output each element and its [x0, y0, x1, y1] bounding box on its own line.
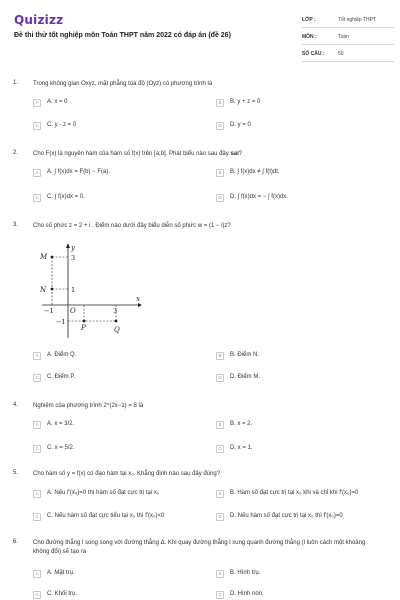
option-letter-badge: D [216, 374, 224, 382]
option-text: C. Nếu hàm số đạt cực tiểu tại x₀ thì f'(x₀)<0 [47, 513, 165, 519]
question-text: Trong không gian Oxyz, mặt phẳng tọa độ (Oyz) có phương trình là [33, 81, 213, 87]
option-letter-badge: B [216, 169, 224, 177]
point-q [115, 320, 118, 323]
meta-value: 50 [338, 51, 344, 57]
option-text: A. x = 0 [47, 99, 68, 105]
point-q-label: Q [114, 326, 120, 334]
option-a[interactable] [33, 350, 203, 362]
option-a[interactable] [33, 488, 203, 500]
question-text: Cho hàm số y = f(x) có đạo hàm tại x₀. Khẳng định nào sau đây đúng? [33, 471, 221, 477]
point-n-label: N [40, 286, 47, 294]
point-n [51, 288, 54, 291]
option-text: A. Điểm Q. [47, 352, 77, 358]
option-text: C. ∫ f(x)dx = 0. [47, 194, 85, 200]
option-letter-badge: B [216, 490, 224, 498]
question-text: Cho số phức z = 2 + i . Điểm nào dưới đây biểu diễn số phức w = (1 − i)z? [33, 223, 231, 229]
option-text: D. y = 0 [230, 122, 251, 128]
quizizz-logo: Quizizz [14, 13, 64, 27]
tick-y-3: 3 [71, 254, 76, 262]
option-letter-badge: C [33, 122, 41, 130]
option-text: B. Điểm N. [230, 352, 260, 358]
question-text: Cho đường thẳng l song song với đường thẳng Δ. Khi quay đường thẳng l xung quanh đường thẳng (l luôn cách một khoảng không đổi) sẽ tạo ra [33, 540, 366, 555]
option-text: D. ∫ f(x)dx = − ∫ f(x)dx. [230, 194, 288, 200]
y-axis-arrow [66, 243, 70, 248]
option-letter-badge: C [33, 194, 41, 202]
option-b[interactable] [216, 488, 394, 500]
tick-y-1: 1 [71, 286, 76, 294]
option-letter-badge: A [33, 352, 41, 360]
option-letter-badge: B [216, 352, 224, 360]
option-b[interactable] [216, 97, 394, 109]
option-letter-badge: C [33, 445, 41, 453]
question-5 [0, 470, 400, 530]
question-text-part: ? [238, 151, 243, 157]
option-text: A. x = 3/2. [47, 421, 75, 427]
question-number: 6. [13, 539, 19, 545]
option-letter-badge: D [216, 591, 224, 599]
y-axis-label: y [71, 244, 75, 252]
point-p [83, 320, 86, 323]
option-letter-badge: A [33, 490, 41, 498]
option-letter-badge: C [33, 374, 41, 382]
option-c[interactable] [33, 511, 203, 523]
tick-x-neg1: −1 [44, 307, 54, 315]
question-text-emphasis: sai [230, 151, 239, 157]
question-number: 3. [13, 222, 19, 228]
option-letter-badge: B [216, 570, 224, 578]
meta-row-subject [302, 31, 394, 45]
option-d[interactable] [216, 511, 394, 523]
option-letter-badge: D [216, 513, 224, 521]
question-text [33, 150, 383, 159]
option-c[interactable] [33, 192, 203, 204]
question-2 [0, 150, 400, 210]
option-a[interactable] [33, 419, 203, 431]
point-m [51, 256, 54, 259]
option-b[interactable] [216, 167, 394, 179]
question-number: 2. [13, 150, 19, 156]
option-a[interactable] [33, 167, 203, 179]
option-text: C. Điểm P. [47, 374, 76, 380]
question-number: 5. [13, 470, 19, 476]
option-b[interactable] [216, 568, 394, 580]
question-text-part: Cho F(x) là nguyên hàm của hàm số f(x) trên [a;b]. Phát biểu nào sau đây [33, 151, 231, 157]
meta-key: SỐ CÂU : [302, 51, 325, 57]
option-text: C. x = 5/2. [47, 445, 75, 451]
option-text: D. Nếu hàm số đạt cực trị tại x₀ thì f'(x₀)=0 [230, 513, 343, 519]
option-a[interactable] [33, 568, 203, 580]
option-text: B. y + z = 0 [230, 99, 261, 105]
meta-key: MÔN : [302, 34, 317, 40]
complex-plane-graph [38, 240, 148, 340]
option-text: B. x = 2. [230, 421, 253, 427]
option-letter-badge: A [33, 570, 41, 578]
worksheet-title: Đề thi thử tốt nghiệp môn Toán THPT năm 2022 có đáp án (đề 26) [14, 32, 231, 39]
x-axis-label: x [136, 295, 140, 303]
meta-panel [302, 14, 394, 65]
option-text: A. Mặt trụ. [47, 570, 75, 576]
question-4 [0, 402, 400, 462]
option-a[interactable] [33, 97, 203, 109]
option-text: D. x = 1. [230, 445, 253, 451]
option-letter-badge: A [33, 169, 41, 177]
option-letter-badge: C [33, 591, 41, 599]
meta-key: LỚP : [302, 17, 316, 23]
option-b[interactable] [216, 350, 394, 362]
option-letter-badge: A [33, 99, 41, 107]
option-letter-badge: D [216, 194, 224, 202]
option-text: B. Hình trụ. [230, 570, 261, 576]
option-letter-badge: D [216, 122, 224, 130]
meta-value: Tốt nghiệp THPT [338, 17, 376, 23]
option-letter-badge: A [33, 421, 41, 429]
option-d[interactable] [216, 120, 394, 132]
tick-y-neg1: −1 [56, 318, 66, 326]
point-m-label: M [40, 253, 48, 261]
option-text: A. Nếu f'(x₀)=0 thì hàm số đạt cực trị tại x₀ [47, 490, 160, 496]
tick-x-3: 3 [113, 307, 118, 315]
option-c[interactable] [33, 589, 203, 600]
meta-value: Toán [338, 34, 349, 40]
option-c[interactable] [33, 120, 203, 132]
option-text: C. y - z = 0 [47, 122, 77, 128]
x-axis-arrow [138, 303, 142, 307]
point-p-label: P [81, 324, 86, 332]
option-text: A. ∫ f(x)dx = F(b) − F(a). [47, 169, 110, 175]
meta-row-count [302, 48, 394, 62]
option-b[interactable] [216, 419, 394, 431]
option-d[interactable] [216, 372, 394, 384]
option-text: B. Hàm số đạt cực trị tại x₀ khi và chỉ khi f'(x₀)=0 [230, 490, 359, 496]
question-text: Nghiệm của phương trình 2^(2x−1) = 8 là [33, 403, 144, 409]
option-text: D. Hình nón. [230, 591, 264, 597]
option-letter-badge: B [216, 421, 224, 429]
option-d[interactable] [216, 443, 394, 455]
origin-label: O [70, 307, 76, 315]
option-text: D. Điểm M. [230, 374, 260, 380]
worksheet-header [0, 0, 400, 66]
option-letter-badge: D [216, 445, 224, 453]
option-d[interactable] [216, 192, 394, 204]
meta-row-class [302, 14, 394, 28]
option-letter-badge: B [216, 99, 224, 107]
option-d[interactable] [216, 589, 394, 600]
option-text: B. ∫ f(x)dx ≠ ∫ f(t)dt. [230, 169, 280, 175]
question-number: 4. [13, 402, 19, 408]
option-text: C. Khối trụ. [47, 591, 78, 597]
question-6 [0, 539, 400, 600]
question-number: 1. [13, 80, 19, 86]
option-c[interactable] [33, 443, 203, 455]
question-3-options [0, 350, 400, 390]
option-letter-badge: C [33, 513, 41, 521]
option-c[interactable] [33, 372, 203, 384]
question-1 [0, 80, 400, 140]
